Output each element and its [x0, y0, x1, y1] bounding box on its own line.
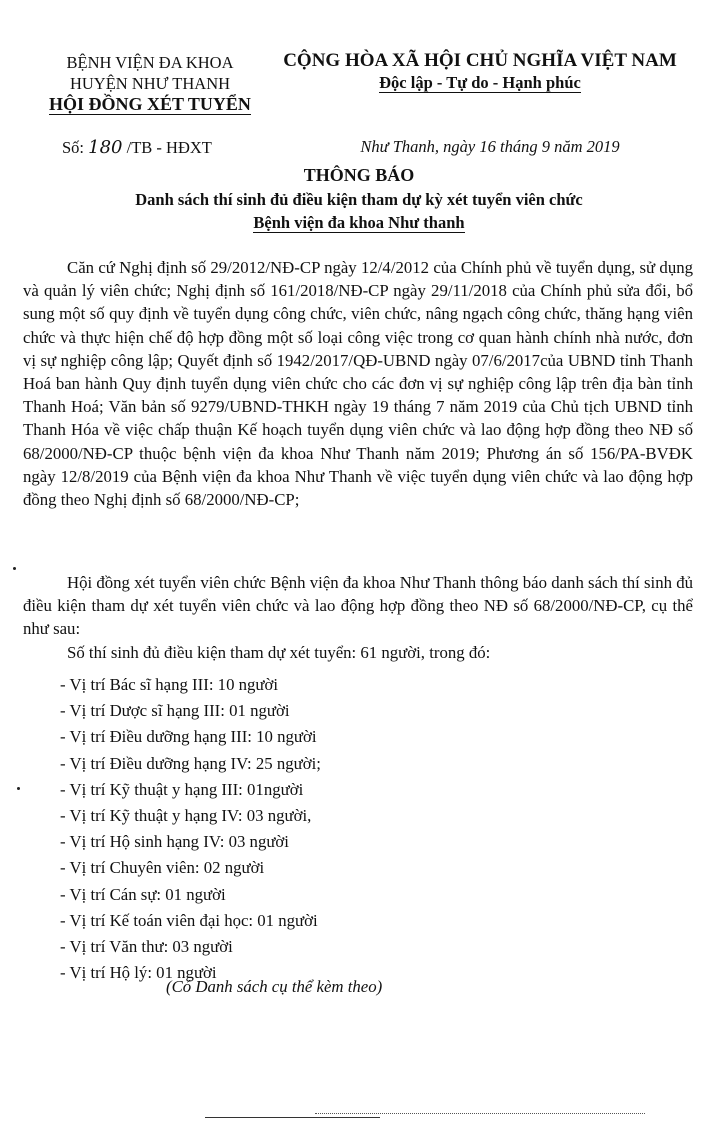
list-item: - Vị trí Hộ sinh hạng IV: 03 người: [60, 832, 289, 852]
attachment-note: (Có Danh sách cụ thể kèm theo): [166, 977, 383, 996]
list-item: - Vị trí Điều dưỡng hạng IV: 25 người;: [60, 753, 321, 773]
national-motto-wrap: [255, 72, 705, 94]
footer-scan-artifact: [315, 1113, 645, 1120]
scan-speck: [17, 787, 20, 790]
document-subtitle-line-2-wrap: [0, 213, 718, 233]
announcement-paragraph: Hội đồng xét tuyển viên chức Bệnh viện đa khoa Như Thanh thông báo danh sách thí sinh đủ điều kiện tham dự xét tuyển viên chức và lao động hợp đồng theo NĐ số 68/2000/NĐ-CP, cụ thể như sau:: [23, 573, 693, 639]
document-subtitle-line-2: Bệnh viện đa khoa Như thanh: [253, 213, 465, 232]
document-subtitle-line-1: Danh sách thí sinh đủ điều kiện tham dự kỳ xét tuyển viên chức: [135, 190, 583, 209]
agency-line-3: [40, 94, 260, 115]
document-number-suffix: /TB - HĐXT: [122, 138, 212, 157]
document-number-handwritten: 180: [88, 137, 123, 158]
list-item: - Vị trí Kỹ thuật y hạng IV: 03 người,: [60, 805, 312, 825]
national-title: CỘNG HÒA XÃ HỘI CHỦ NGHĨA VIỆT NAM: [283, 50, 677, 71]
agency-council-name: HỘI ĐỒNG XÉT TUYỂN: [49, 94, 251, 114]
list-item: - Vị trí Chuyên viên: 02 người: [60, 858, 265, 878]
list-item: - Vị trí Kế toán viên đại học: 01 người: [60, 910, 318, 930]
list-item: - Vị trí Điều dưỡng hạng III: 10 người: [60, 727, 317, 747]
national-motto: Độc lập - Tự do - Hạnh phúc: [379, 73, 581, 92]
list-item: - Vị trí Văn thư: 03 người: [60, 936, 233, 956]
document-date: Như Thanh, ngày 16 tháng 9 năm 2019: [360, 137, 620, 156]
scan-speck: [13, 567, 16, 570]
document-number-prefix: Số:: [62, 138, 89, 157]
list-item: - Vị trí Kỹ thuật y hạng III: 01người: [60, 779, 304, 799]
document-title: THÔNG BÁO: [303, 165, 415, 185]
legal-basis-paragraph: Căn cứ Nghị định số 29/2012/NĐ-CP ngày 12/4/2012 của Chính phủ về tuyển dụng, sử dụng và quản lý viên chức; Nghị định số 161/2018/NĐ-CP ngày 29/11/2018 của Chính phủ sửa đổi, bổ sung một số quy định về tuyển dụng công chức, viên chức, nâng ngạch công chức, thăng hạng viên chức và thực hiện chế độ hợp đồng một số loại công việc trong cơ quan hành chính nhà nước, đơn vị sự nghiệp công lập; Quyết định số 1942/2017/QĐ-UBND ngày 07/6/2017của UBND tỉnh Thanh Hoá ban hành Quy định tuyển dụng viên chức cho các đơn vị sự nghiệp công lập trên địa bàn tỉnh Thanh Hoá; Văn bản số 9279/UBND-THKH ngày 19 tháng 7 năm 2019 của Chủ tịch UBND tỉnh Thanh Hóa về việc chấp thuận Kế hoạch tuyển dụng viên chức và lao động hợp đồng theo NĐ số 68/2000/NĐ-CP thuộc bệnh viện đa khoa Như Thanh năm 2019; Phương án số 156/PA-BVĐK ngày 12/8/2019 của Bệnh viện đa khoa Như Thanh về việc tuyển dụng viên chức và lao động hợp đồng theo Nghị định số 68/2000/NĐ-CP;: [23, 258, 693, 510]
agency-line-2: HUYỆN NHƯ THANH: [69, 74, 231, 93]
position-list: [60, 672, 321, 986]
candidate-total: Số thí sinh đủ điều kiện tham dự xét tuyển: 61 người, trong đó:: [67, 643, 491, 662]
document-number: [62, 137, 212, 158]
issuing-agency: [40, 52, 260, 115]
agency-line-1: BỆNH VIỆN ĐA KHOA: [66, 53, 234, 72]
list-item: - Vị trí Hộ lý: 01 người: [60, 963, 217, 983]
national-header: [255, 50, 705, 94]
list-item: - Vị trí Cán sự: 01 người: [60, 884, 226, 904]
list-item: - Vị trí Dược sĩ hạng III: 01 người: [60, 701, 290, 721]
list-item: - Vị trí Bác sĩ hạng III: 10 người: [60, 675, 279, 694]
